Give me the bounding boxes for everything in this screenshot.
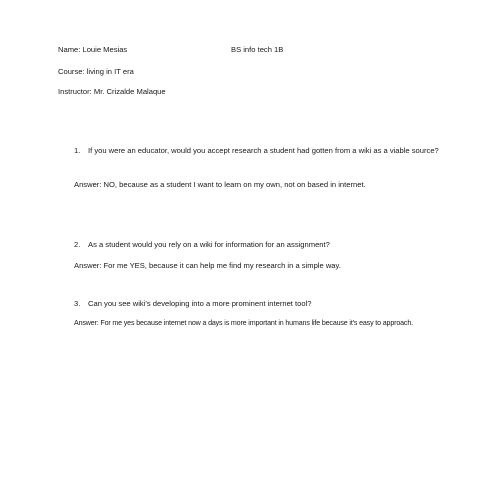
question-2-text: As a student would you rely on a wiki for information for an assignment? xyxy=(88,240,330,249)
answer-3-text: Answer: For me yes because internet now a days is more important in humans life because it's easy to approach. xyxy=(74,319,413,327)
student-section: BS info tech 1B xyxy=(231,45,284,54)
answer-2-text: Answer: For me YES, because it can help me find my research in a simple way. xyxy=(74,261,341,270)
question-1-number: 1. xyxy=(74,146,81,155)
question-1-text: If you were an educator, would you accept research a student had gotten from a wiki as a viable source? xyxy=(88,146,439,155)
question-3-number: 3. xyxy=(74,299,81,308)
question-2-number: 2. xyxy=(74,240,81,249)
course-line: Course: living in IT era xyxy=(58,67,134,76)
instructor-line: Instructor: Mr. Crizalde Malaque xyxy=(58,87,166,96)
student-name: Name: Louie Mesias xyxy=(58,45,128,54)
question-3-text: Can you see wiki's developing into a more prominent internet tool? xyxy=(88,299,312,308)
answer-1-text: Answer: NO, because as a student I want to learn on my own, not on based in internet. xyxy=(74,180,366,189)
